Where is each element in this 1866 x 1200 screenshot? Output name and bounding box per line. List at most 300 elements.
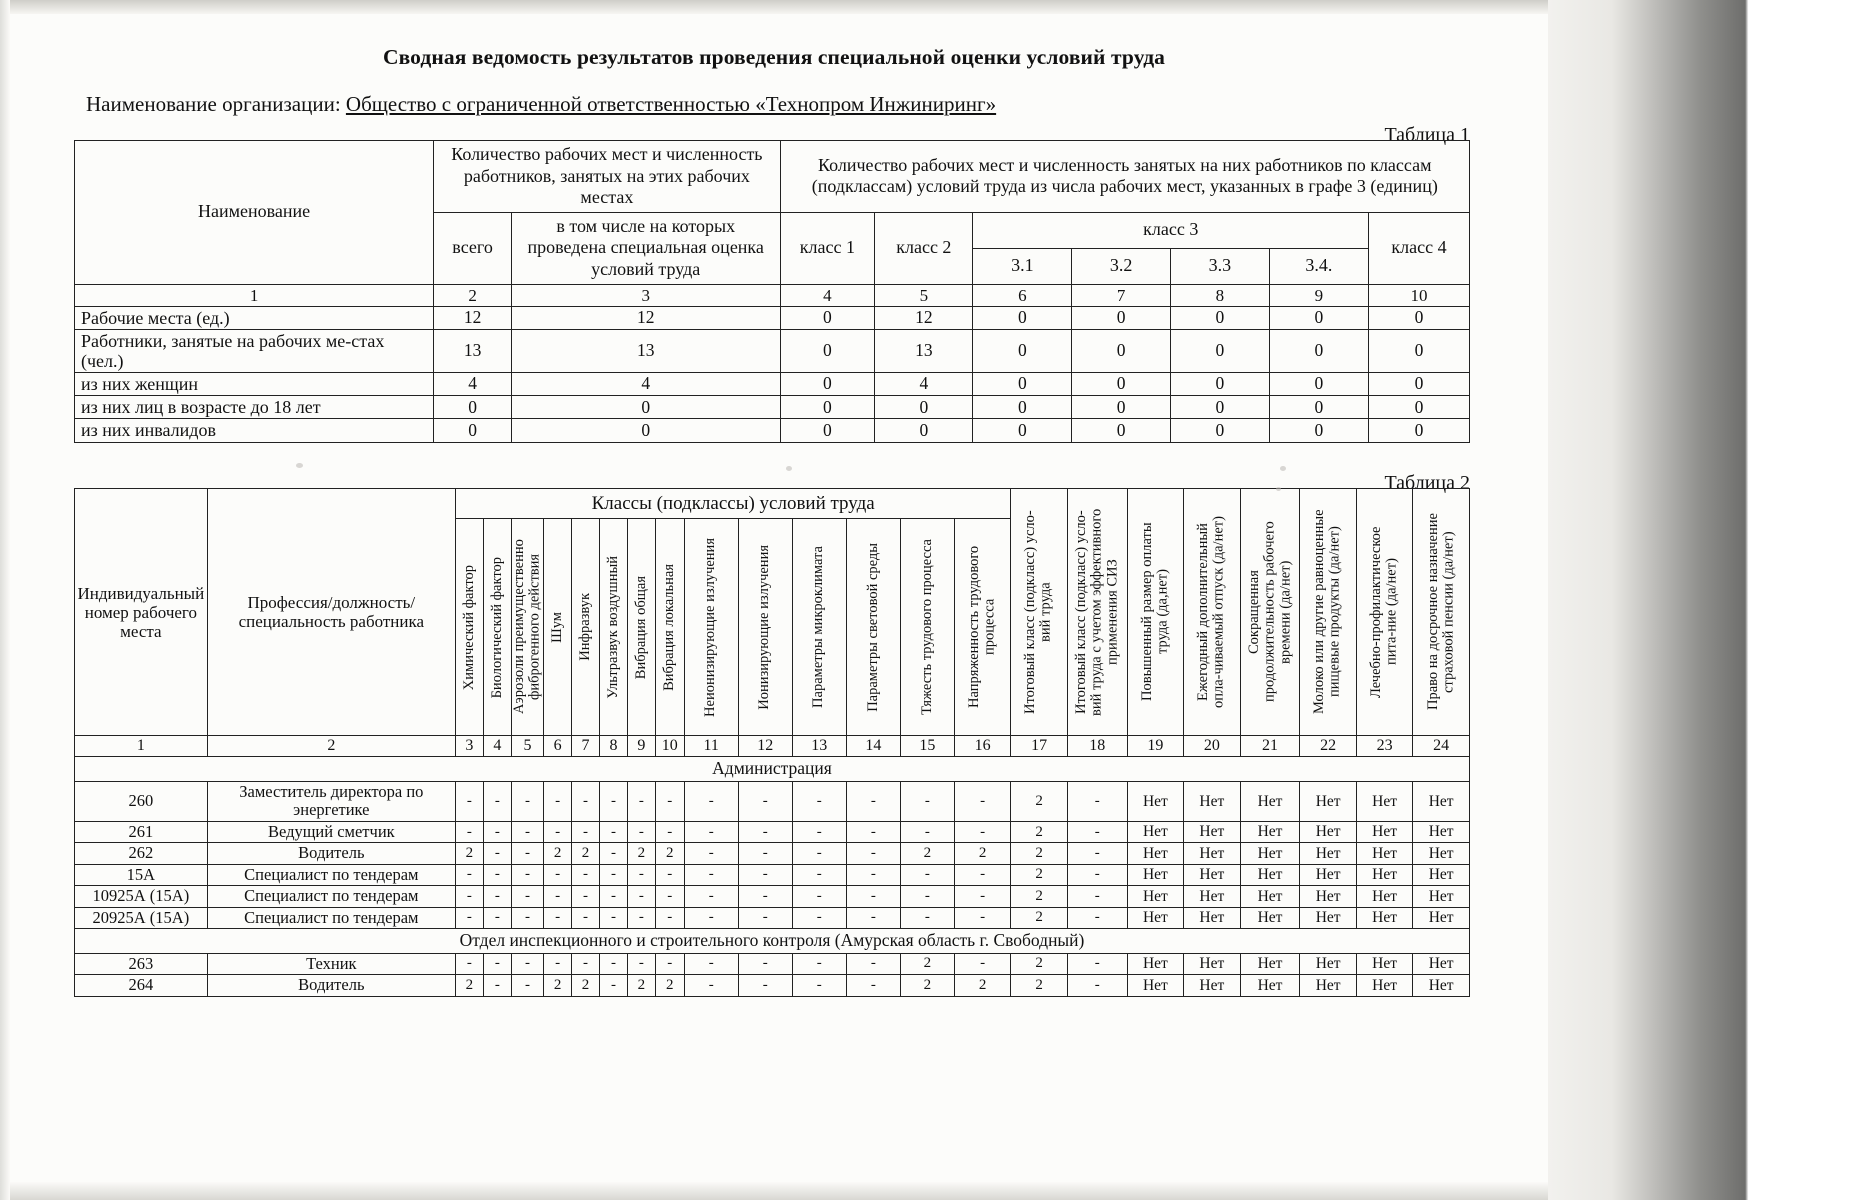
t2-guarantee-cell: Нет [1184,843,1240,864]
t2-final-class-cell: 2 [1011,864,1067,885]
t2-workplace-id: 20925А (15А) [75,907,208,928]
t1-header-group-classes: Количество рабочих мест и численность занятых на них работников по классам (подклассам) условий труда из числа рабочих мест, указанных в графе 3 (единиц) [780,141,1469,213]
t2-colnum: 6 [544,736,572,757]
t2-factor-cell: - [600,907,628,928]
t2-column-number-row [75,736,1470,757]
t2-factor-cell: - [544,907,572,928]
t2-factor-header: Тяжесть трудового процесса [900,519,954,736]
t1-header-sub33: 3.3 [1171,248,1270,284]
t1-row-label: из них инвалидов [75,419,434,442]
t2-guarantee-cell: Нет [1356,953,1412,974]
t2-guarantee-cell: Нет [1356,975,1412,996]
t2-factor-cell: - [846,886,900,907]
t2-factor-cell: 2 [544,975,572,996]
t2-guarantee-cell: Нет [1413,821,1470,842]
t2-final-class-cell: 2 [1011,907,1067,928]
t1-cell: 0 [1269,396,1368,419]
t2-factor-cell: - [511,953,543,974]
t2-factor-cell: - [655,907,684,928]
t2-factor-cell: - [738,953,792,974]
t2-factor-cell: - [846,953,900,974]
t2-workplace-id: 10925А (15А) [75,886,208,907]
t1-row-label: из них женщин [75,373,434,396]
t2-guarantee-cell: Нет [1240,821,1300,842]
t1-cell: 13 [434,329,512,372]
t1-cell: 4 [875,373,973,396]
t2-factor-cell: - [455,781,483,821]
t2-factor-cell: - [483,821,511,842]
t2-colnum: 20 [1184,736,1240,757]
t2-factor-cell: - [792,886,846,907]
t1-cell: 0 [434,396,512,419]
t2-header-milk: Молоко или другие равноценные пищевые продукты (да/нет) [1300,489,1356,736]
t2-factor-header: Параметры световой среды [846,519,900,736]
t1-cell: 12 [434,306,512,329]
t2-guarantee-cell: Нет [1300,821,1356,842]
t2-factor-cell: - [792,907,846,928]
t1-colnum: 4 [780,284,875,306]
t2-factor-cell: 2 [627,975,655,996]
t2-guarantee-cell: Нет [1240,781,1300,821]
t2-factor-cell: - [792,781,846,821]
t2-guarantee-cell: Нет [1300,864,1356,885]
table-row [75,141,1470,213]
t2-factor-cell: - [600,975,628,996]
t2-factor-header: Ионизирующие излучения [738,519,792,736]
t2-workplace-id: 15А [75,864,208,885]
table-row [75,306,1470,329]
t2-factor-cell: - [483,781,511,821]
t2-factor-cell: - [455,953,483,974]
t2-final-class-cell: 2 [1011,821,1067,842]
table-row [75,953,1470,974]
t2-factor-cell: - [738,907,792,928]
t2-factor-cell: - [846,975,900,996]
t2-header-pension: Право на досрочное назначение страховой пенсии (да/нет) [1413,489,1470,736]
t1-colnum: 10 [1369,284,1470,306]
t2-guarantee-cell: Нет [1356,907,1412,928]
scan-edge-top [0,0,1548,14]
t2-factor-cell: 2 [900,843,954,864]
t2-guarantee-cell: Нет [1184,886,1240,907]
t2-factor-cell: - [738,843,792,864]
t2-factor-cell: - [738,864,792,885]
t2-guarantee-cell: Нет [1300,843,1356,864]
t1-header-class3: класс 3 [973,212,1369,248]
t2-factor-cell: - [511,975,543,996]
t2-workplace-id: 262 [75,843,208,864]
t1-colnum: 6 [973,284,1072,306]
table2-caption: Таблица 2 [1384,472,1470,494]
t1-colnum: 2 [434,284,512,306]
t2-guarantee-cell: Нет [1356,843,1412,864]
t2-factor-cell: - [627,864,655,885]
t2-job-title: Водитель [207,843,455,864]
t2-factor-cell: - [627,886,655,907]
t2-factor-cell: - [655,781,684,821]
t2-guarantee-cell: Нет [1356,864,1412,885]
t2-guarantee-cell: Нет [1127,907,1183,928]
t2-section-title: Администрация [75,757,1470,782]
table1-caption: Таблица 1 [1384,124,1470,146]
t2-factor-cell: - [483,907,511,928]
t2-guarantee-cell: Нет [1300,975,1356,996]
t1-cell: 0 [511,419,780,442]
table-row [75,489,1470,519]
t2-header-pay: Повышенный размер оплаты труда (да,нет) [1127,489,1183,736]
table-row [75,781,1470,821]
t2-guarantee-cell: Нет [1240,975,1300,996]
t2-colnum: 2 [207,736,455,757]
t2-final-class-cell: 2 [1011,781,1067,821]
t2-factor-header: Инфразвук [572,519,600,736]
t2-section-row [75,757,1470,782]
t2-workplace-id: 261 [75,821,208,842]
t2-factor-cell: - [792,975,846,996]
t2-workplace-id: 264 [75,975,208,996]
t2-factor-cell: - [738,975,792,996]
table-row [75,329,1470,372]
t2-factor-cell: - [511,864,543,885]
t2-header-col2: Профессия/должность/специальность работника [207,489,455,736]
t1-row-label: Рабочие места (ед.) [75,306,434,329]
t2-factor-cell: - [572,886,600,907]
organization-label: Наименование организации: [86,92,341,116]
t2-final-class-siz-cell: - [1067,907,1127,928]
t2-factor-cell: 2 [572,843,600,864]
t2-header-worktime: Сокращенная продолжительность рабочего времени (да/нет) [1240,489,1300,736]
t2-factor-cell: - [600,886,628,907]
t1-cell: 0 [1269,306,1368,329]
t2-guarantee-cell: Нет [1356,821,1412,842]
t2-factor-cell: - [600,864,628,885]
t2-factor-cell: - [684,821,738,842]
t1-cell: 0 [1369,396,1470,419]
page-title: Сводная ведомость результатов проведения специальной оценки условий труда [382,45,1166,69]
t2-guarantee-cell: Нет [1356,886,1412,907]
table-row [75,864,1470,885]
table-row [75,975,1470,996]
t2-factor-cell: - [684,864,738,885]
t2-colnum: 15 [900,736,954,757]
t2-guarantee-cell: Нет [1127,821,1183,842]
t2-factor-cell: - [572,864,600,885]
t1-cell: 0 [511,396,780,419]
t2-factor-cell: - [900,781,954,821]
t1-header-class1: класс 1 [780,212,875,284]
t2-colnum: 1 [75,736,208,757]
t1-cell: 0 [1171,306,1270,329]
t2-factor-cell: - [954,781,1010,821]
t2-guarantee-cell: Нет [1184,821,1240,842]
t2-guarantee-cell: Нет [1127,953,1183,974]
table-row [75,396,1470,419]
t1-cell: 0 [1072,373,1171,396]
t2-guarantee-cell: Нет [1413,886,1470,907]
t1-header-sub34: 3.4. [1269,248,1368,284]
t2-factor-cell: - [483,864,511,885]
t2-colnum: 11 [684,736,738,757]
t2-factor-cell: - [684,975,738,996]
t1-header-vsego: всего [434,212,512,284]
t2-guarantee-cell: Нет [1300,953,1356,974]
t2-final-class-siz-cell: - [1067,953,1127,974]
t2-guarantee-cell: Нет [1184,953,1240,974]
t2-header-final-class: Итоговый класс (подкласс) усло-вий труда [1011,489,1067,736]
table-row [75,843,1470,864]
t2-guarantee-cell: Нет [1413,907,1470,928]
t2-header-final-class-siz: Итоговый класс (подкласс) усло-вий труда с учетом эффективного применения СИЗ [1067,489,1127,736]
t1-row-label: из них лиц в возрасте до 18 лет [75,396,434,419]
t2-factor-cell: - [483,843,511,864]
t2-guarantee-cell: Нет [1127,781,1183,821]
t2-final-class-siz-cell: - [1067,821,1127,842]
scan-edge-left [0,0,10,1200]
t2-factor-cell: - [792,864,846,885]
t1-cell: 0 [1171,329,1270,372]
t1-cell: 0 [1369,373,1470,396]
t2-factor-header: Неионизирующие излучения [684,519,738,736]
organization-line [86,92,996,117]
t2-factor-cell: - [483,886,511,907]
t2-factor-cell: - [544,864,572,885]
t1-cell: 0 [1072,419,1171,442]
t1-header-sub32: 3.2 [1072,248,1171,284]
t2-factor-cell: - [954,907,1010,928]
t1-header-in-which: в том числе на которых проведена специальная оценка условий труда [511,212,780,284]
t2-factor-cell: 2 [627,843,655,864]
table-row [75,886,1470,907]
t2-guarantee-cell: Нет [1127,975,1183,996]
t2-guarantee-cell: Нет [1300,907,1356,928]
t2-factor-cell: - [600,843,628,864]
t2-job-title: Специалист по тендерам [207,907,455,928]
t2-header-classes-group: Классы (подклассы) условий труда [455,489,1010,519]
t2-colnum: 12 [738,736,792,757]
t2-final-class-siz-cell: - [1067,781,1127,821]
t2-factor-cell: - [544,886,572,907]
t2-guarantee-cell: Нет [1127,886,1183,907]
t1-colnum: 7 [1072,284,1171,306]
t2-section-row [75,929,1470,954]
t2-guarantee-cell: Нет [1240,864,1300,885]
t2-final-class-siz-cell: - [1067,843,1127,864]
t1-cell: 0 [780,396,875,419]
t2-factor-cell: - [846,821,900,842]
t2-header-vacation: Ежегодный дополнительный опла-чиваемый отпуск (да/нет) [1184,489,1240,736]
t1-header-sub31: 3.1 [973,248,1072,284]
t1-colnum: 1 [75,284,434,306]
t2-factor-cell: - [655,864,684,885]
t2-factor-cell: - [483,953,511,974]
t2-guarantee-cell: Нет [1184,907,1240,928]
t1-cell: 0 [875,419,973,442]
t2-colnum: 4 [483,736,511,757]
t1-header-class2: класс 2 [875,212,973,284]
t2-factor-cell: - [684,907,738,928]
t2-factor-header: Вибрация общая [627,519,655,736]
t2-factor-cell: - [627,907,655,928]
t2-factor-cell: - [684,953,738,974]
t2-factor-cell: - [572,821,600,842]
t1-cell: 0 [1171,373,1270,396]
t1-cell: 0 [780,306,875,329]
t2-job-title: Специалист по тендерам [207,886,455,907]
t2-factor-cell: 2 [455,843,483,864]
t1-cell: 0 [875,396,973,419]
t1-colnum: 9 [1269,284,1368,306]
t1-colnum: 3 [511,284,780,306]
t1-cell: 0 [1072,306,1171,329]
t1-cell: 0 [1269,419,1368,442]
t1-cell: 0 [973,419,1072,442]
summary-table-1 [74,140,1470,443]
t2-job-title: Водитель [207,975,455,996]
t2-factor-cell: 2 [900,975,954,996]
t2-workplace-id: 260 [75,781,208,821]
t2-factor-cell: 2 [954,975,1010,996]
t1-cell: 0 [1369,306,1470,329]
t2-factor-header: Химический фактор [455,519,483,736]
t2-factor-cell: - [544,781,572,821]
t2-final-class-cell: 2 [1011,953,1067,974]
t2-colnum: 3 [455,736,483,757]
t1-cell: 0 [1269,373,1368,396]
t2-factor-cell: - [655,821,684,842]
t1-cell: 0 [1171,419,1270,442]
t2-factor-cell: - [954,864,1010,885]
t2-factor-cell: - [511,907,543,928]
t2-factor-cell: - [455,886,483,907]
t2-colnum: 24 [1413,736,1470,757]
t2-factor-cell: - [455,907,483,928]
table-row [75,907,1470,928]
t2-job-title: Ведущий сметчик [207,821,455,842]
t2-factor-header: Аэрозоли преимущественно фиброгенного действия [511,519,543,736]
t2-factor-cell: - [627,953,655,974]
t2-factor-cell: - [684,781,738,821]
t2-factor-cell: - [600,953,628,974]
t2-factor-cell: - [511,886,543,907]
t1-cell: 0 [434,419,512,442]
t2-factor-cell: - [738,821,792,842]
t2-guarantee-cell: Нет [1413,975,1470,996]
t2-factor-header: Шум [544,519,572,736]
t1-header-name: Наименование [75,141,434,285]
t2-colnum: 23 [1356,736,1412,757]
t2-body [75,757,1470,996]
t2-factor-cell: - [684,886,738,907]
t2-colnum: 8 [600,736,628,757]
summary-table-2 [74,488,1470,997]
t2-factor-cell: - [544,821,572,842]
t2-final-class-siz-cell: - [1067,886,1127,907]
t1-cell: 0 [780,373,875,396]
t1-cell: 4 [511,373,780,396]
t2-factor-cell: - [655,886,684,907]
t1-cell: 0 [1072,396,1171,419]
t2-colnum: 17 [1011,736,1067,757]
t2-factor-cell: - [627,821,655,842]
t1-cell: 0 [973,329,1072,372]
t2-factor-cell: - [511,843,543,864]
t2-guarantee-cell: Нет [1413,843,1470,864]
t2-factor-cell: 2 [900,953,954,974]
t2-guarantee-cell: Нет [1300,886,1356,907]
t2-factor-cell: - [900,864,954,885]
t2-factor-header: Напряженность трудового процесса [954,519,1010,736]
t2-factor-cell: - [954,821,1010,842]
t2-factor-header: Вибрация локальная [655,519,684,736]
t2-factor-cell: 2 [655,975,684,996]
t2-final-class-cell: 2 [1011,843,1067,864]
t2-guarantee-cell: Нет [1240,886,1300,907]
t2-guarantee-cell: Нет [1240,843,1300,864]
t2-job-title: Специалист по тендерам [207,864,455,885]
scan-edge-bottom [0,1182,1548,1200]
t2-colnum: 5 [511,736,543,757]
t1-cell: 0 [1369,329,1470,372]
t2-colnum: 10 [655,736,684,757]
t2-colnum: 13 [792,736,846,757]
t1-cell: 0 [1171,396,1270,419]
t1-cell: 0 [973,373,1072,396]
t2-guarantee-cell: Нет [1240,907,1300,928]
t2-factor-cell: - [738,886,792,907]
t2-colnum: 22 [1300,736,1356,757]
t2-factor-cell: - [455,864,483,885]
t2-section-title: Отдел инспекционного и строительного контроля (Амурская область г. Свободный) [75,929,1470,954]
t1-row-label: Работники, занятые на рабочих ме-стах (чел.) [75,329,434,372]
t2-final-class-siz-cell: - [1067,975,1127,996]
t2-colnum: 7 [572,736,600,757]
t1-header-group-total: Количество рабочих мест и численность работников, занятых на этих рабочих местах [434,141,780,213]
t2-factor-cell: - [900,886,954,907]
t2-final-class-siz-cell: - [1067,864,1127,885]
t2-factor-cell: - [738,781,792,821]
t2-colnum: 16 [954,736,1010,757]
t2-factor-cell: - [544,953,572,974]
t2-guarantee-cell: Нет [1127,843,1183,864]
t2-factor-cell: - [483,975,511,996]
t2-guarantee-cell: Нет [1184,975,1240,996]
t2-colnum: 21 [1240,736,1300,757]
t2-factor-cell: 2 [954,843,1010,864]
table-row [75,821,1470,842]
t1-cell: 0 [1369,419,1470,442]
table-row [75,419,1470,442]
t2-workplace-id: 263 [75,953,208,974]
t2-factor-cell: - [600,781,628,821]
t2-guarantee-cell: Нет [1413,864,1470,885]
t2-factor-cell: - [900,907,954,928]
t2-guarantee-cell: Нет [1127,864,1183,885]
t1-cell: 0 [973,396,1072,419]
t1-cell: 0 [973,306,1072,329]
t2-factor-cell: - [455,821,483,842]
t2-factor-cell: - [600,821,628,842]
t2-factor-cell: - [846,907,900,928]
t2-guarantee-cell: Нет [1184,864,1240,885]
t2-header-col1: Индивидуальный номер рабочего места [75,489,208,736]
t2-final-class-cell: 2 [1011,886,1067,907]
t2-factor-cell: - [954,953,1010,974]
t2-job-title: Техник [207,953,455,974]
t2-factor-cell: - [954,886,1010,907]
t1-body [75,306,1470,442]
t2-factor-header: Параметры микроклимата [792,519,846,736]
t1-colnum: 5 [875,284,973,306]
